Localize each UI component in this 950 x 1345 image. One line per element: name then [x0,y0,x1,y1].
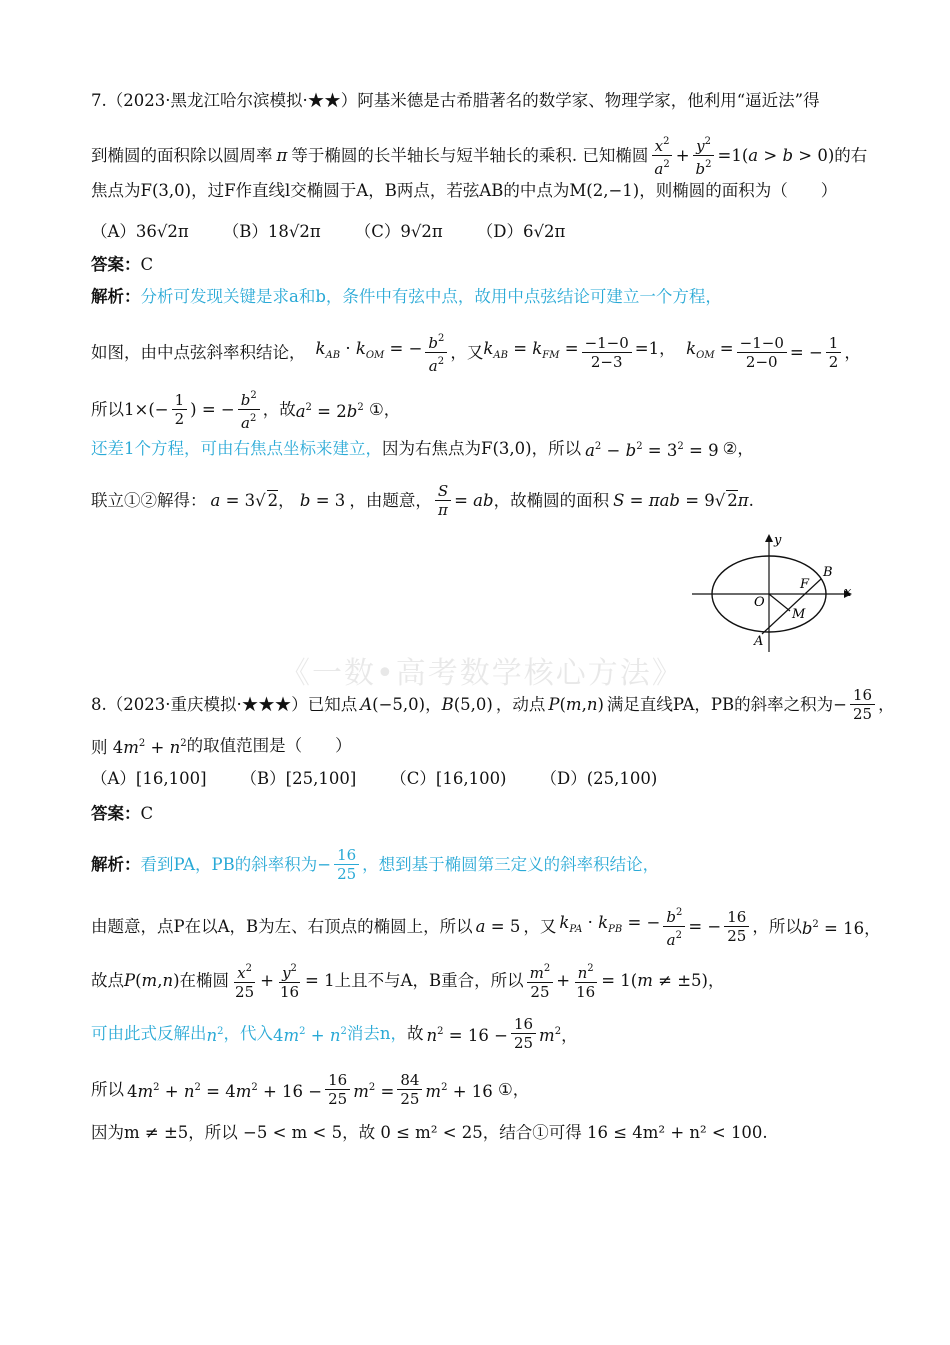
q7-line2 [91,133,890,178]
q8-step1-a: 由题意，点P在以A，B为左、右顶点的椭圆上，所以 [91,916,473,936]
q7-step3-circle: ②， [722,439,754,458]
q8-answer-value: C [140,804,154,823]
q7-analysis-hint: 分析可发现关键是求a和b，条件中有弦中点，故用中点弦结论可建立一个方程， [140,287,722,306]
label-f: F [800,577,810,592]
label-b: B [823,565,833,580]
q8-step2-c: 上且不与A，B重合，所以 [334,970,524,990]
label-a: A [754,634,764,649]
segment-om [769,594,790,611]
q7-step3-rest: 因为右焦点为F(3,0)，所以 [382,439,582,458]
label-o: O [754,595,765,610]
q8-answer [91,802,890,826]
q8-intro-b: ，动点 [495,694,546,714]
q8-step4-circle: ①， [498,1079,530,1099]
y-axis-arrow [765,534,773,542]
q7-step3-hint: 还差1个方程，可由右焦点坐标来建立， [91,439,382,458]
q7-step4-mid: ，由题意， [349,490,432,510]
q7-step4-end: ，故椭圆的面积 [493,490,610,510]
q7-line2-c: 的右 [834,145,868,165]
q8-step3-hint3: 消去n， [346,1023,408,1043]
q7-option-a: （A）36√2π [91,222,189,241]
q8-option-d: （D）(25,100) [540,769,658,788]
q7-step3: 还差1个方程，可由右焦点坐标来建立， 因为右焦点为F(3,0)，所以 $a^2 - b^2 = 3^2 = 9$ ②， [91,439,754,460]
q7-step1-mid: ，又 [450,342,484,362]
q7-step2-circle: ①， [368,399,401,419]
q7-step2: 所以 1×(− $\frac{1}{2}$ ) = − $\frac{b^2}{a^2}$ ，故 $a^2 = 2b^2$ ①， [91,387,890,432]
q7-line2-b: 等于椭圆的长半轴长与短半轴长的乘积. 已知椭圆 [291,145,649,165]
label-y: y [774,533,782,548]
q8-step1: 由题意，点P在以A，B为左、右顶点的椭圆上，所以 a = 5 ，又 $k_{PA} \cdot k_{PB}$ = − $\frac{b^2}{a^2}$ = − $\frac{16}{25}$ ，所以 $b^2 = 16$， [91,904,890,949]
label-m: M [792,607,806,622]
q8-intro-a: 8.（2023·重庆模拟·★★★）已知点 [91,694,358,714]
q7-option-c: （C）9√2π [354,222,443,241]
q8-intro-c: 满足直线PA，PB的斜率之积为 [606,694,834,714]
q7-line3 [91,179,890,203]
q8-step1-b: ，又 [523,916,557,936]
q8-step5-text: 因为m ≠ ±5，所以 −5 < m < 5，故 0 ≤ m² < 25，结合①可得 16 ≤ 4m² + n² < 100. [91,1123,768,1142]
q7-step1: 如图，由中点弦斜率积结论， $k_{AB} \cdot k_{OM}$ = − $\frac{b^2}{a^2}$ ，又 $k_{AB} = k_{FM}$ = $\frac{-1-0}{2-3}$ =1， $k_{OM}$ = $\frac{-1-0}{2-0}$ = − $\frac{1}{2}$ ， [91,330,890,375]
q8-options [91,767,890,791]
q8-option-a: （A）[16,100] [91,769,207,788]
q7-line2-a: 到椭圆的面积除以圆周率 [91,145,273,165]
pi-symbol: π [276,145,288,165]
q8-step3-hint2: ，代入 [223,1023,274,1043]
ellipse-equation: $\frac{x^2}{a^2}$ + $\frac{y^2}{b^2}$ =1(a > b > 0) [648,133,834,178]
q7-options [91,220,890,244]
q8-analysis-label: 解析： [91,854,141,874]
q8-analysis-hint2: ，想到基于椭圆第三定义的斜率积结论， [362,854,660,874]
q7-line3-text: 焦点为F(3,0)，过F作直线l交椭圆于A，B两点，若弦AB的中点为M(2,−1)，则椭圆的面积为（ ） [91,181,838,200]
q7-intro-text: 7.（2023·黑龙江哈尔滨模拟·★★）阿基米德是古希腊著名的数学家、物理学家，他利用“逼近法”得 [91,91,820,110]
q7-intro [91,89,890,113]
q8-step5 [91,1121,890,1145]
q7-step1-prefix: 如图，由中点弦斜率积结论， [91,342,306,362]
q8-step3: 可由此式反解出 $n^2$ ，代入 $4m^2 + n^2$ 消去n， 故 $n^2 = 16$ − $\frac{16}{25}$ $m^2$， [91,1015,578,1052]
watermark: 《一数•高考数学核心方法》 [280,656,684,691]
q8-line2: 则 $4m^2 + n^2$ 的取值范围是（ ） [91,736,352,757]
q7-analysis-label: 解析： [91,287,141,306]
q7-option-b: （B）18√2π [222,222,321,241]
q8-step2-a: 故点 [91,970,124,990]
q8-step4: 所以 $4m^2 + n^2 = 4m^2 + 16$ − $\frac{16}{25}$ $m^2$ = $\frac{84}{25}$ $m^2 + 16$ ①， [91,1071,530,1108]
q8-analysis: 解析： 看到PA，PB的斜率积为 − $\frac{16}{25}$ ，想到基于椭圆第三定义的斜率积结论， [91,846,660,883]
q8-step1-c: ，所以 [752,916,802,936]
q8-step2-b: 在椭圆 [179,970,230,990]
q7-analysis [91,285,890,309]
label-x: x [844,585,852,600]
q7-option-d: （D）6√2π [476,222,566,241]
q8-option-c: （C）[16,100) [390,769,507,788]
q7-answer-value: C [140,255,154,274]
q7-step2-prefix: 所以 [91,399,124,419]
q8-intro: 8.（2023·重庆模拟·★★★）已知点 A(−5,0)，B(5,0) ，动点 P(m,n) 满足直线PA，PB的斜率之积为 − $\frac{16}{25}$ ， [91,686,895,723]
q8-answer-label: 答案： [91,804,141,823]
q7-step4-prefix: 联立①②解得： [91,490,207,510]
q8-line2-text: 的取值范围是（ ） [186,736,352,755]
q8-step2: 故点 P(m,n) 在椭圆 $\frac{x^2}{25}$ + $\frac{y^2}{16}$ = 1 上且不与A，B重合，所以 $\frac{m^2}{25}$ + $\frac{n^2}{16}$ = 1(m ≠ ±5)， [91,960,890,1001]
q8-step3-rest: 故 [407,1023,424,1043]
q8-option-b: （B）[25,100] [240,769,357,788]
q7-step2-mid: ，故 [262,399,296,419]
q8-analysis-hint: 看到PA，PB的斜率积为 [140,854,318,874]
q7-step4: 联立①②解得： a = 3√ 2， b = 3 ，由题意， $\frac{S}{\pi}$ = ab ，故椭圆的面积 S = πab = 9√ 2π. [91,482,754,519]
q7-answer [91,253,890,277]
q8-step4-a: 所以 [91,1079,124,1099]
q8-step3-hint: 可由此式反解出 [91,1023,207,1043]
ellipse-figure [692,530,862,655]
q7-answer-label: 答案： [91,255,141,274]
